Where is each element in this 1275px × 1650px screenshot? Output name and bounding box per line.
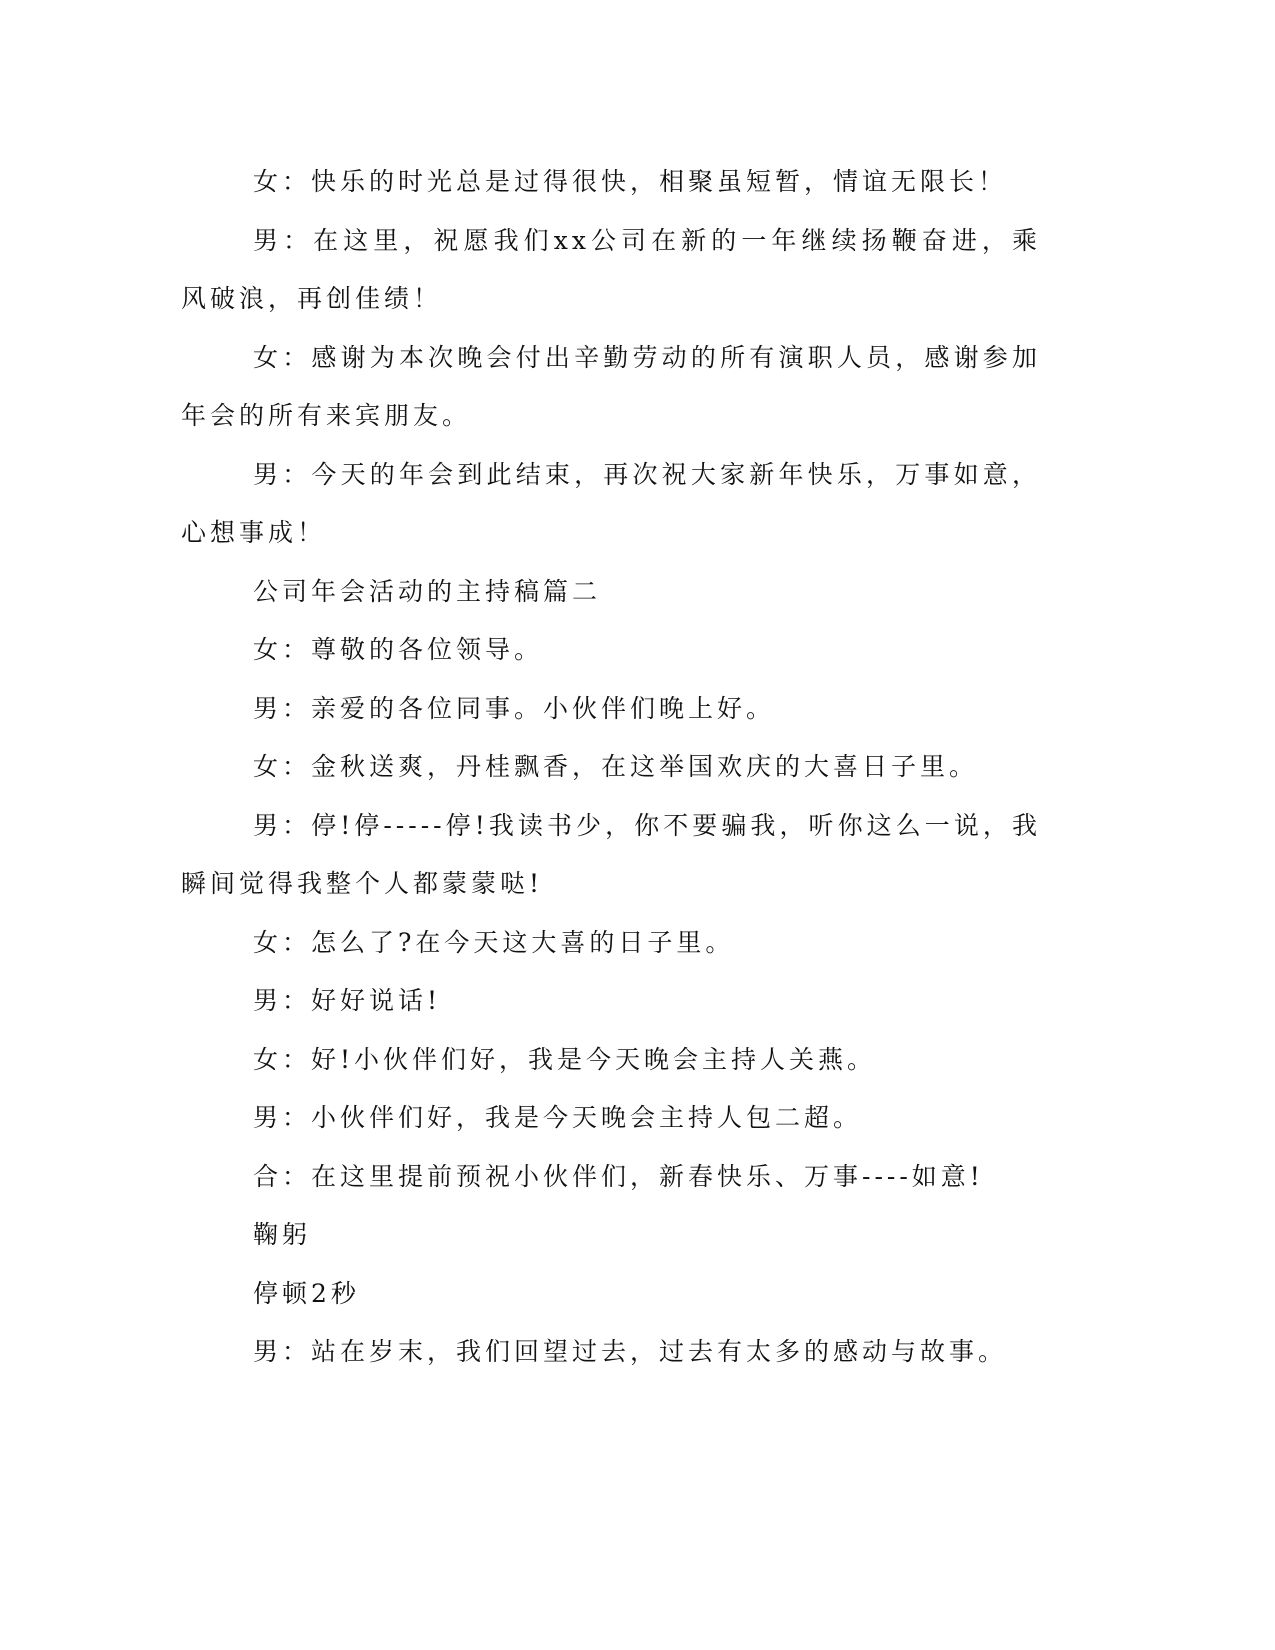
- document-body: [181, 153, 1041, 1382]
- paragraph-male-wishes: 男：在这里，祝愿我们xx公司在新的一年继续扬鞭奋进，乘风破浪，再创佳绩！: [181, 225, 1041, 313]
- stage-direction-bow: 鞠躬: [253, 1220, 312, 1249]
- paragraph-female-thanks: 女：感谢为本次晚会付出辛勤劳动的所有演职人员，感谢参加年会的所有来宾朋友。: [181, 342, 1041, 430]
- paragraph-female-closing: 女：快乐的时光总是过得很快，相聚虽短暂，情谊无限长！: [253, 167, 1008, 196]
- paragraph-male-speak-properly: 男：好好说话!: [253, 986, 442, 1015]
- paragraph-male-intro: 男：小伙伴们好，我是今天晚会主持人包二超。: [253, 1103, 863, 1132]
- paragraph-male-interrupt: 男：停!停-----停!我读书少，你不要骗我，听你这么一说，我瞬间觉得我整个人都蒙蒙哒!: [181, 810, 1041, 898]
- paragraph-female-greeting-leaders: 女：尊敬的各位领导。: [253, 635, 544, 664]
- paragraph-female-autumn: 女：金秋送爽，丹桂飘香，在这举国欢庆的大喜日子里。: [253, 752, 979, 781]
- paragraph-female-intro: 女：好!小伙伴们好，我是今天晚会主持人关燕。: [253, 1044, 877, 1074]
- section-title: 公司年会活动的主持稿篇二: [253, 576, 602, 606]
- paragraph-male-ending: 男：今天的年会到此结束，再次祝大家新年快乐，万事如意，心想事成！: [181, 459, 1041, 547]
- paragraph-male-looking-back: 男：站在岁末，我们回望过去，过去有太多的感动与故事。: [253, 1337, 1008, 1366]
- paragraph-male-greeting-colleagues: 男：亲爱的各位同事。小伙伴们晚上好。: [253, 693, 776, 723]
- paragraph-female-question: 女：怎么了?在今天这大喜的日子里。: [253, 927, 735, 957]
- paragraph-together-wishes: 合：在这里提前预祝小伙伴们，新春快乐、万事----如意!: [253, 1161, 984, 1191]
- stage-direction-pause: 停顿2秒: [253, 1278, 360, 1308]
